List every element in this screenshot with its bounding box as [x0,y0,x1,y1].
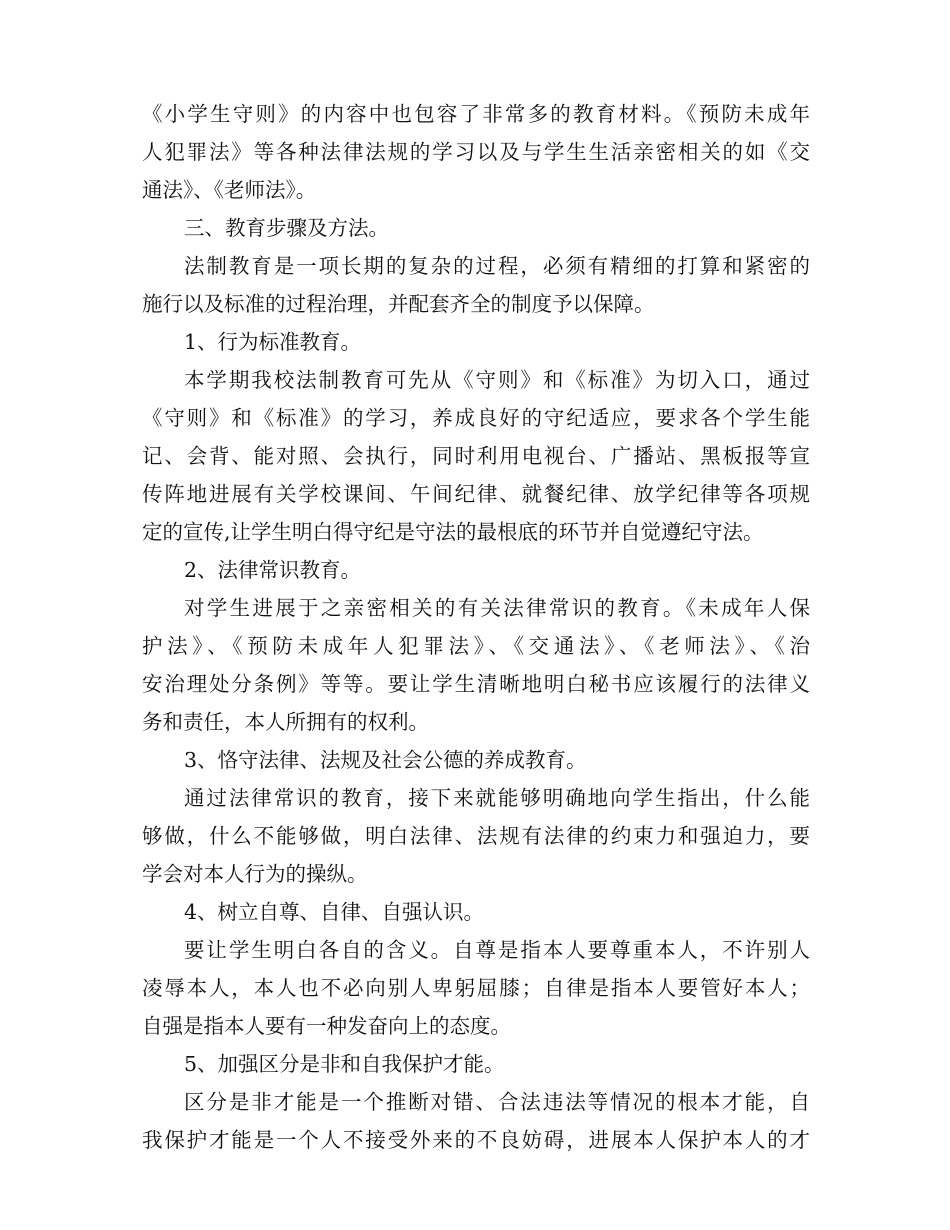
text-line: 对学生进展于之亲密相关的有关法律常识的教育。《未成年人保 [184,596,810,620]
text-line: 务和责任，本人所拥有的权利。 [142,710,429,734]
text-line: 《守则》和《标准》的学习，养成良好的守纪适应，要求各个学生能 [142,406,810,430]
text-line: 学会对本人行为的操纵。 [142,862,368,886]
text-line: 记、会背、能对照、会执行，同时利用电视台、广播站、黑板报等宣 [142,444,810,468]
section-heading: 三、教育步骤及方法。 [184,216,389,240]
subsection-heading: 5、加强区分是非和自我保护才能。 [184,1052,505,1076]
text-line: 我保护才能是一个人不接受外来的不良妨碍，进展本人保护本人的才 [142,1128,810,1152]
text-line: 护法》、《预防未成年人犯罪法》、《交通法》、《老师法》、《治 [142,634,810,658]
text-line: 自强是指本人要有一种发奋向上的态度。 [142,1014,511,1038]
document-body [142,95,810,1159]
text-line: 施行以及标准的过程治理，并配套齐全的制度予以保障。 [142,292,655,316]
subsection-heading: 2、法律常识教育。 [184,558,362,582]
subsection-heading: 4、树立自尊、自律、自强认识。 [184,900,485,924]
text-line: 通过法律常识的教育，接下来就能够明确地向学生指出，什么能 [184,786,810,810]
text-line: 法制教育是一项长期的复杂的过程，必须有精细的打算和紧密的 [184,254,810,278]
text-line: 传阵地进展有关学校课间、午间纪律、就餐纪律、放学纪律等各项规 [142,482,810,506]
text-line: 本学期我校法制教育可先从《守则》和《标准》为切入口，通过 [184,368,810,392]
text-line: 人犯罪法》等各种法律法规的学习以及与学生生活亲密相关的如《交 [142,140,810,164]
subsection-heading: 1、行为标准教育。 [184,330,362,354]
text-line: 定的宣传,让学生明白得守纪是守法的最根底的环节并自觉遵纪守法。 [142,520,764,544]
text-line: 区分是非才能是一个推断对错、合法违法等情况的根本才能，自 [184,1090,810,1114]
text-line: 通法》、《老师法》。 [142,178,317,202]
text-line: 凌辱本人，本人也不必向别人卑躬屈膝；自律是指本人要管好本人； [142,976,810,1000]
text-line: 《小学生守则》的内容中也包容了非常多的教育材料。《预防未成年 [142,102,810,126]
subsection-heading: 3、恪守法律、法规及社会公德的养成教育。 [184,748,587,772]
text-line: 要让学生明白各自的含义。自尊是指本人要尊重本人，不许别人 [184,938,810,962]
text-line: 够做，什么不能够做，明白法律、法规有法律的约束力和强迫力，要 [142,824,810,848]
text-line: 安治理处分条例》等等。要让学生清晰地明白秘书应该履行的法律义 [142,672,810,696]
